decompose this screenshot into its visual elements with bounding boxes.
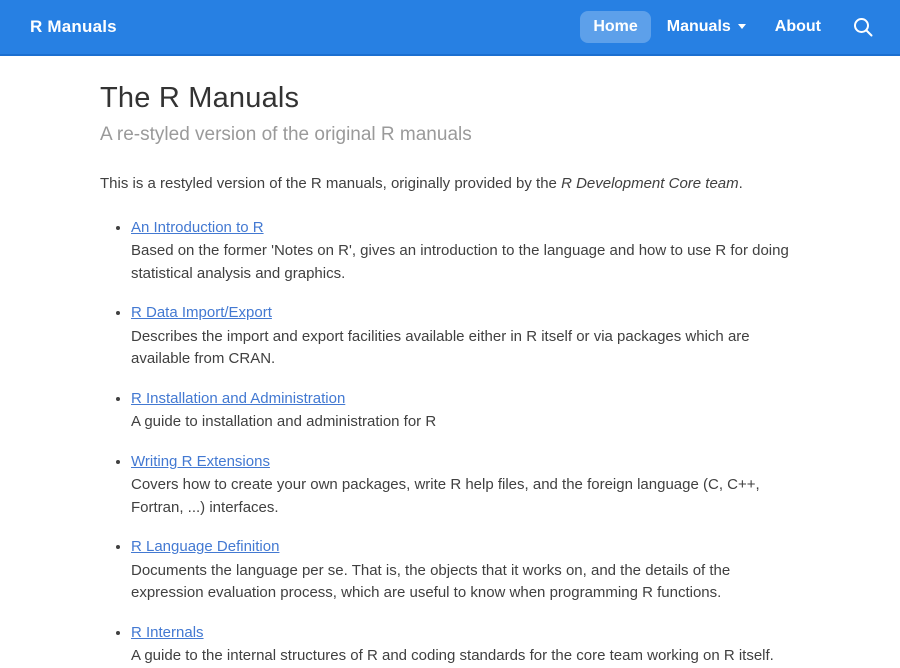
manual-description: Describes the import and export facilities available either in R itself or via packages which are available from CRAN.	[131, 327, 750, 367]
manual-list-item	[131, 451, 800, 520]
intro-text: This is a restyled version of the R manuals, originally provided by the	[100, 175, 562, 192]
manual-description: A guide to installation and administration for R	[131, 413, 437, 430]
manual-description: Based on the former 'Notes on R', gives an introduction to the language and how to use R for doing statistical analysis and graphics.	[131, 242, 789, 282]
manual-list-item	[131, 622, 800, 668]
manual-list-item	[131, 302, 800, 371]
intro-paragraph	[100, 173, 800, 196]
manual-description: Documents the language per se. That is, the objects that it works on, and the details of the expression evaluation process, which are useful to know when programming R functions.	[131, 561, 731, 601]
nav-item-home[interactable]: Home	[580, 11, 650, 43]
chevron-down-icon	[738, 24, 746, 29]
manuals-list	[100, 217, 800, 668]
navbar-brand[interactable]: R Manuals	[30, 17, 117, 36]
manual-link[interactable]: R Installation and Administration	[131, 389, 346, 407]
nav-item-manuals[interactable]: Manuals	[654, 11, 759, 43]
page-subtitle: A re-styled version of the original R manuals	[100, 124, 472, 145]
navbar	[0, 0, 900, 56]
manual-list-item	[131, 388, 800, 434]
manual-link[interactable]: R Data Import/Export	[131, 304, 272, 321]
intro-period: .	[738, 175, 743, 192]
manual-link[interactable]: R Internals	[131, 623, 204, 641]
search-button[interactable]	[848, 12, 878, 42]
main-content	[100, 56, 800, 668]
manual-list-item	[131, 217, 800, 286]
nav-item-about[interactable]: About	[774, 18, 821, 35]
navbar-menu	[577, 11, 878, 43]
manual-link[interactable]: R Language Definition	[131, 538, 280, 555]
search-icon	[852, 16, 874, 38]
manual-description: A guide to the internal structures of R and coding standards for the core team working on R itself.	[131, 647, 774, 664]
manual-link[interactable]: Writing R Extensions	[131, 452, 270, 470]
manual-list-item	[131, 536, 800, 605]
manual-description: Covers how to create your own packages, write R help files, and the foreign language (C, C++, Fortran, ...) interfaces.	[131, 476, 760, 516]
intro-emphasis: R Development Core team	[561, 175, 739, 192]
page-title: The R Manuals	[100, 82, 300, 114]
manual-link[interactable]: An Introduction to R	[131, 218, 264, 236]
